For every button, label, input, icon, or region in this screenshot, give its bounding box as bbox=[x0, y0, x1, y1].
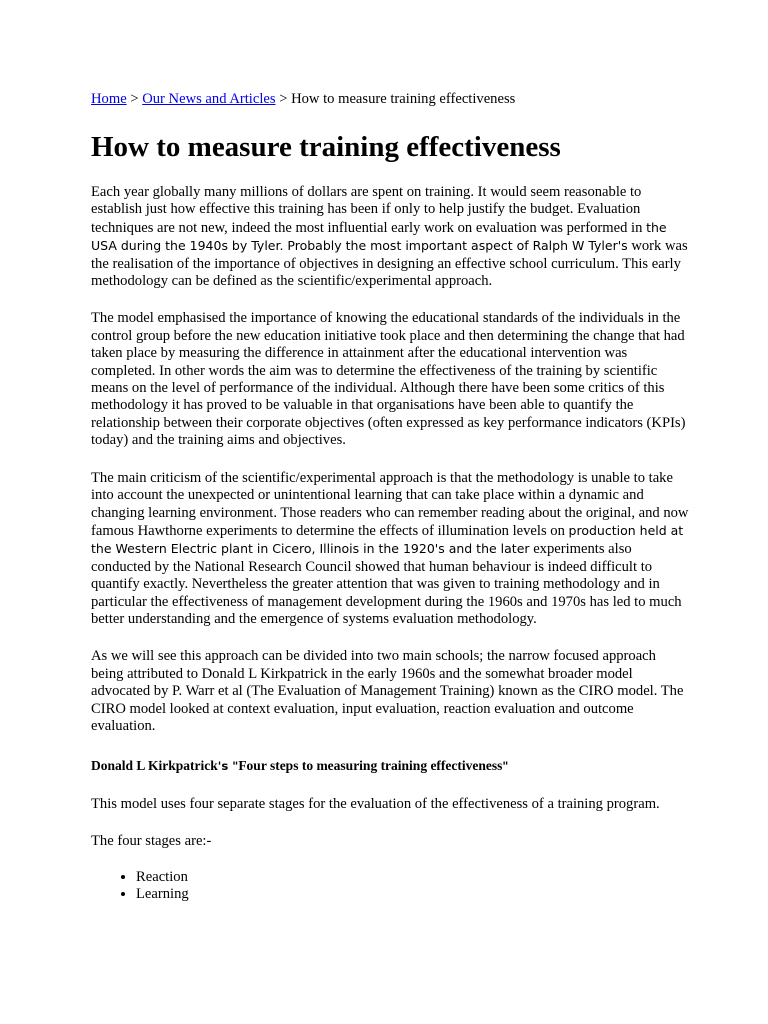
paragraph-stages-label: The four stages are:- bbox=[91, 833, 212, 850]
list-item: • Reaction bbox=[136, 869, 691, 887]
paragraph-text: the USA during the 1940s by Tyler. Probably the most important aspect of Ralph W Tyler's bbox=[91, 219, 667, 254]
section-heading bbox=[91, 757, 691, 775]
paragraph-criticism bbox=[91, 470, 691, 629]
stages-list bbox=[91, 869, 691, 904]
breadcrumb-news-link[interactable]: Our News and Articles bbox=[142, 91, 276, 107]
article-content bbox=[91, 90, 691, 904]
paragraph-text: Each year globally many millions of dollars are spent on training. It would seem reasonable to establish just how effective this training has been if only to help justify the budget. Evaluation techniques are not new, indeed the most influential early work on evaluation was performed in bbox=[91, 184, 647, 236]
breadcrumb-separator: > bbox=[126, 91, 143, 107]
heading-text: 's " bbox=[217, 759, 239, 774]
heading-text: " bbox=[502, 759, 509, 774]
paragraph-schools: As we will see this approach can be divided into two main schools; the narrow focused approach being attributed to Donald L Kirkpatrick in the early 1960s and the somewhat broader model advocated by P. Warr et al (The Evaluation of Management Training) known as the CIRO model. The CIRO model looked at context evaluation, input evaluation, reaction evaluation and outcome evaluation. bbox=[91, 648, 684, 734]
paragraph-text: work was the realisation of the importance of objectives in designing an effective school curriculum. This early methodology can be defined as the scientific/experimental approach. bbox=[91, 238, 688, 290]
paragraph-text: experiments also conducted by the National Research Council showed that human behaviour is indeed difficult to quantify exactly. Nevertheless the greater attention that was given to training methodology and in particular the effectiveness of management development during the 1960s and 1970s has led to much better understanding and the emergence of systems evaluation methodology. bbox=[91, 541, 682, 627]
paragraph-stages-intro: This model uses four separate stages for the evaluation of the effectiveness of a training program. bbox=[91, 795, 660, 812]
paragraph-intro bbox=[91, 184, 691, 290]
heading-text: Donald L Kirkpatrick bbox=[91, 758, 218, 774]
heading-text: Four steps to measuring training effectiveness bbox=[238, 758, 503, 774]
paragraph-model: The model emphasised the importance of knowing the educational standards of the individuals in the control group before the new education initiative took place and then determining the change that had taken place by measuring the difference in attainment after the educational intervention was completed. In other words the aim was to determine the effectiveness of the training by scientific means on the level of performance of the individual. Although there have been some critics of this methodology it has proved to be valuable in that organisations have been able to quantify the relationship between their corporate objectives (often expressed as key performance indicators (KPIs) today) and the training aims and objectives. bbox=[91, 310, 686, 449]
paragraph-text: production held at the Western Electric plant in Cicero, Illinois in the 1920's and the later bbox=[91, 522, 684, 557]
list-item: • Learning bbox=[136, 886, 691, 904]
page-title: How to measure training effectiveness bbox=[91, 131, 561, 163]
breadcrumb bbox=[91, 90, 691, 108]
paragraph-text: The main criticism of the scientific/experimental approach is that the methodology is unable to take into account the unexpected or unintentional learning that can take place within a dynamic and changing learning environment. Those readers who can remember reading about the original, and now famous Hawthorne experiments to determine the effects of illumination levels on bbox=[91, 469, 689, 539]
breadcrumb-current: How to measure training effectiveness bbox=[291, 91, 516, 107]
breadcrumb-separator: > bbox=[275, 91, 292, 107]
breadcrumb-home-link[interactable]: Home bbox=[91, 91, 127, 107]
